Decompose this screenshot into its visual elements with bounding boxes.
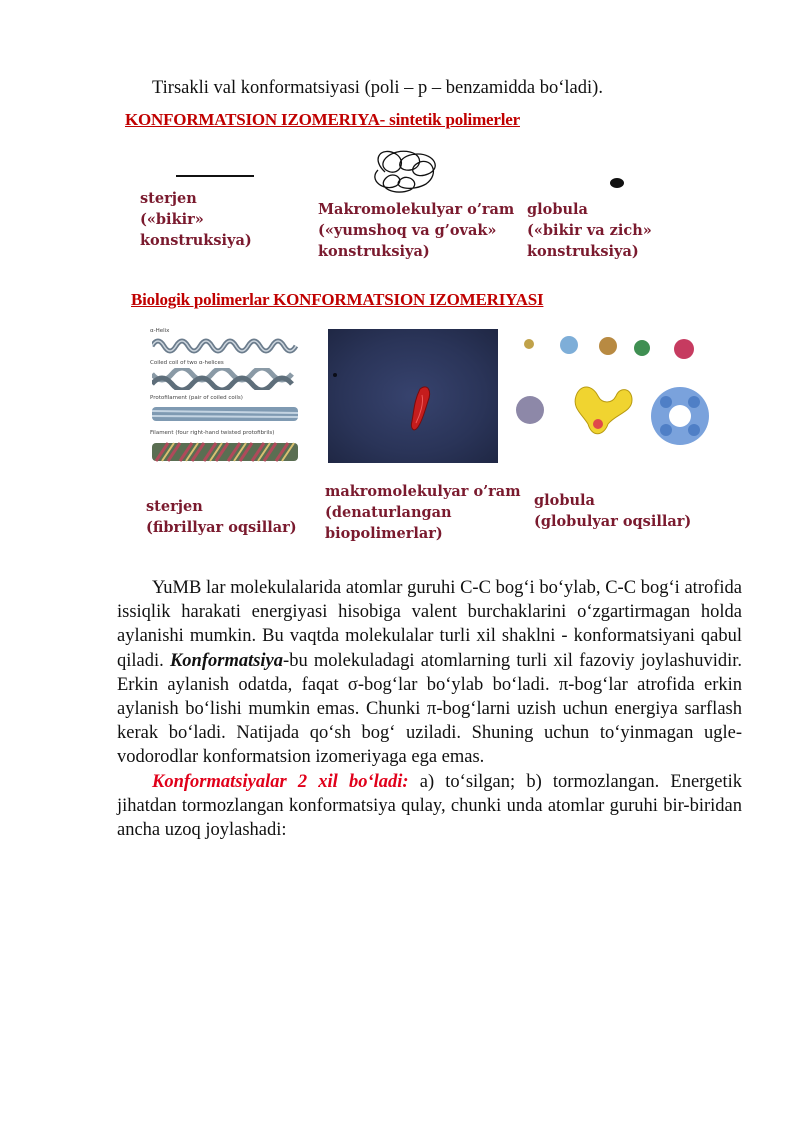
globular-proteins-drawing: [516, 328, 722, 460]
bio-coil-label: makromolekulyar o’ram (denaturlangan biopolimerlar): [325, 483, 521, 542]
caption-alpha-helix: α-Helix: [150, 328, 170, 334]
coil-illustration: [375, 151, 435, 192]
protofilament-drawing: [152, 404, 302, 424]
biological-section-title: Biologik polimerlar KONFORMATSION IZOMERIYASI: [131, 290, 544, 309]
bio-globule-label: globula (globulyar oqsillar): [534, 492, 692, 530]
types-lead: Konformatsiyalar 2 xil bo‘ladi:: [152, 771, 409, 792]
denatured-strand-drawing: [328, 329, 498, 463]
intro-line: Tirsakli val konformatsiyasi (poli – p – benzamidda bo‘ladi).: [152, 78, 603, 98]
body-text: [117, 576, 742, 842]
alpha-helix-drawing: [152, 336, 302, 356]
synthetic-rod-label: sterjen («bikir» konstruksiya): [140, 190, 252, 249]
paragraph-conformation: YuMB lar molekulalarida atomlar guruhi C-C bog‘i bo‘ylab, C-C bog‘i atrofida issiqlik harakati energiyasi hisobiga valent burchaklarini o‘zgartirmagan holda aylanishi mumkin. Bu vaqtda molekulalar turli xil shaklni - konformatsiyani qabul qiladi. Konformatsiya-bu molekuladagi atomlarning turli xil fazoviy joylashuvidir. Erkin aylanish odatda, faqat σ-bog‘lar bo‘ylab bo‘ladi. π-bog‘lar atrofida erkin aylanish bo‘lishi mumkin emas. Chunki π-bog‘larni uzish uchun energiya sarflash kerak bo‘ladi. Natijada qo‘sh bog‘ uziladi. Shuning uchun to‘yinmagan ugle-vodorodlar konformatsion izomeriyaga ega emas.: [117, 578, 742, 768]
caption-filament: Filament (four right-hand twisted protofibrils): [150, 430, 275, 436]
synthetic-coil-label: Makromolekulyar o’ram («yumshoq va g’ovak» konstruksiya): [318, 201, 515, 260]
filament-drawing: [152, 440, 302, 464]
bio-rod-label: sterjen (fibrillyar oqsillar): [146, 498, 297, 536]
term-konformatsiya: Konformatsiya: [169, 650, 284, 671]
synthetic-globule-label: globula («bikir va zich» konstruksiya): [527, 201, 652, 260]
synthetic-section-title: KONFORMATSION IZOMERIYA- sintetik polimerler: [125, 110, 520, 129]
denatured-biopolymer-image: [328, 329, 498, 463]
paragraph-types: Konformatsiyalar 2 xil bo‘ladi: a) to‘silgan; b) tormozlangan. Energetik jihatdan tormozlangan konformatsiya qulay, chunki unda atomlar guruhi bir-biridan ancha uzoq joylashadi:: [117, 771, 742, 841]
globule-illustration: [610, 178, 624, 188]
globular-proteins-image: [516, 328, 722, 460]
caption-protofilament: Protofilament (pair of coiled coils): [150, 395, 243, 401]
fibrillar-protein-image: [146, 326, 304, 468]
caption-coiled-coil: Coiled coil of two α-helices: [150, 360, 224, 366]
coiled-coil-drawing: [152, 368, 302, 390]
